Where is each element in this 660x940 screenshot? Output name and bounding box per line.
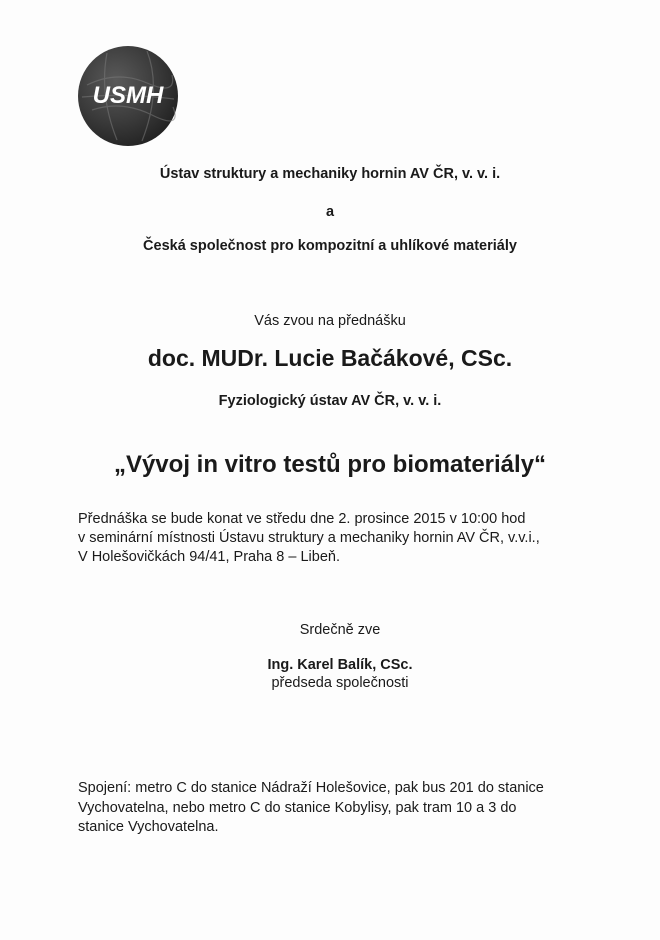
- transport-line: stanice Vychovatelna.: [78, 819, 219, 835]
- lecture-details: [78, 510, 594, 567]
- speaker-name: doc. MUDr. Lucie Bačákové, CSc.: [147, 345, 513, 371]
- details-line: V Holešovičkách 94/41, Praha 8 – Libeň.: [78, 549, 340, 565]
- signer-name: Ing. Karel Balík, CSc.: [267, 657, 413, 673]
- logo-text: USMH: [92, 82, 164, 109]
- speaker-affiliation: Fyziologický ústav AV ČR, v. v. i.: [218, 393, 442, 409]
- signer-role: předseda společnosti: [271, 675, 409, 691]
- details-line: Přednáška se bude konat ve středu dne 2. prosince 2015 v 10:00 hod: [78, 511, 526, 527]
- institute-name: Ústav struktury a mechaniky hornin AV ČR, v. v. i.: [159, 166, 501, 182]
- society-name: Česká společnost pro kompozitní a uhlíkové materiály: [143, 238, 517, 254]
- usmh-logo: [77, 45, 179, 147]
- details-line: v seminární místnosti Ústavu struktury a mechaniky hornin AV ČR, v.v.i.,: [78, 530, 540, 546]
- transport-line: Spojení: metro C do stanice Nádraží Holešovice, pak bus 201 do stanice: [78, 780, 544, 796]
- invite-intro: Vás zvou na přednášku: [254, 313, 406, 329]
- transport-info: [78, 779, 594, 838]
- regards-text: Srdečně zve: [299, 622, 381, 638]
- transport-line: Vychovatelna, nebo metro C do stanice Kobylisy, pak tram 10 a 3 do: [78, 799, 517, 816]
- lecture-title: „Vývoj in vitro testů pro biomateriály“: [113, 451, 547, 478]
- conjunction: a: [325, 204, 335, 220]
